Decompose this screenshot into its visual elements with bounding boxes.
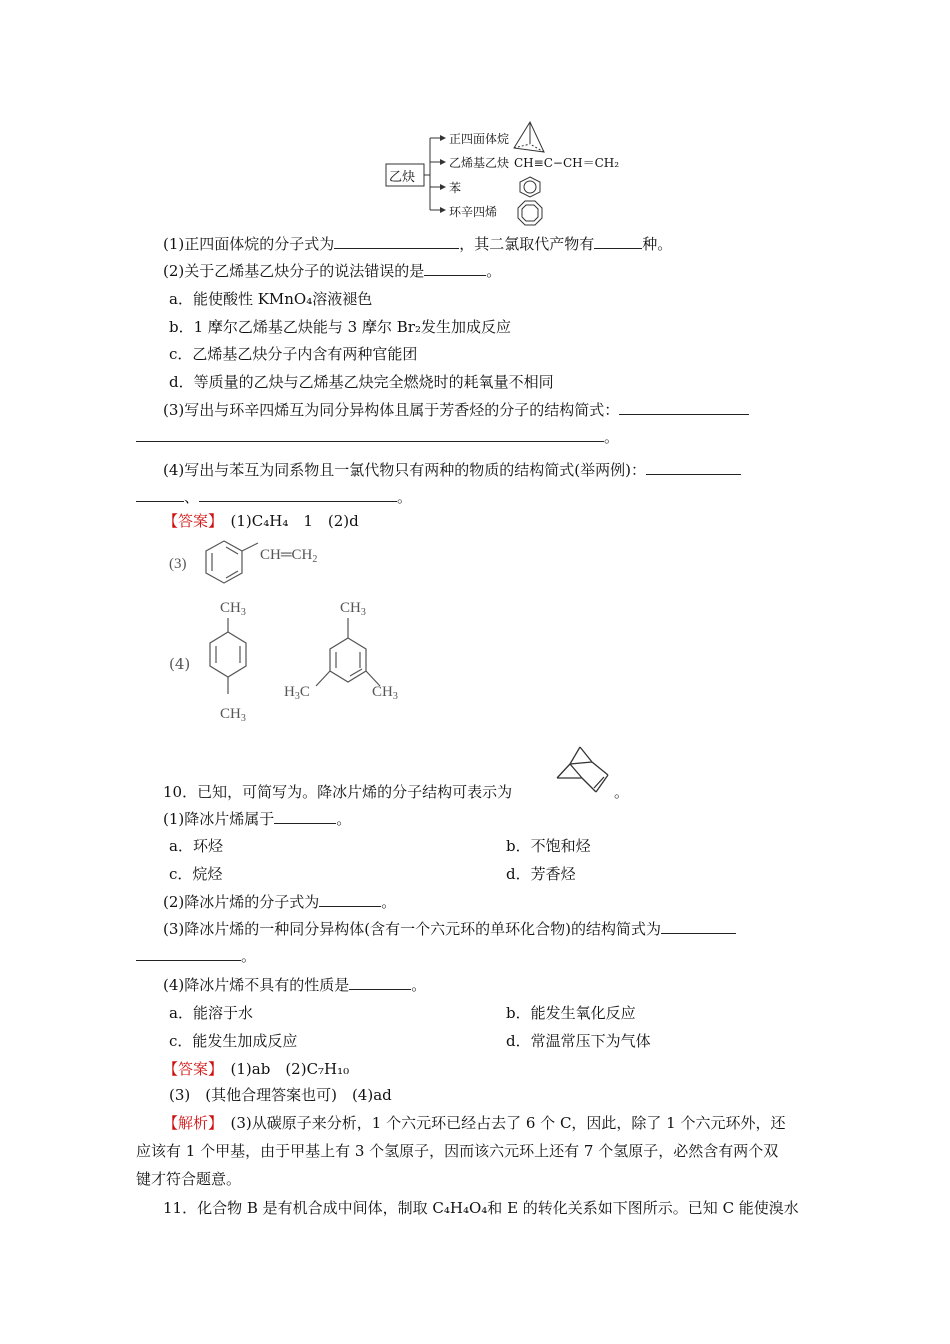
q9-answer4-label: (4) <box>169 655 191 673</box>
q9-part1: (1)正四面体烷的分子式为 ，其二氯取代产物有 种。 <box>163 235 673 253</box>
q10-part1: (1)降冰片烯属于 。 <box>163 810 352 828</box>
diagram-branch-vinylacetylene: 乙烯基乙炔 <box>449 156 510 170</box>
q10-analysis-line3: 键才符合题意。 <box>136 1170 242 1188</box>
styrene-vinyl-group: $CH═CH_2$ <box>260 547 318 565</box>
p-xylene-structure <box>200 618 260 710</box>
q9-part3: (3)写出与环辛四烯互为同分异构体且属于芳香烃的分子的结构简式： <box>163 400 749 420</box>
q9-option-b: b．1 摩尔乙烯基乙炔能与 3 摩尔 Br₂发生加成反应 <box>169 318 511 336</box>
q10-part3: (3)降冰片烯的一种同分异构体(含有一个六元环的单环化合物)的结构简式为 <box>163 919 736 939</box>
q10-p1-option-c: c．烷烃 <box>169 865 223 883</box>
q10-analysis-line1: 【解析】 (3)从碳原子来分析，1 个六元环已经占去了 6 个 C，因此，除了 1 个六元环外，还 <box>163 1114 786 1132</box>
q9-option-c: c．乙烯基乙炔分子内含有两种官能团 <box>169 345 418 363</box>
mesitylene-top-methyl: $CH_3$ <box>340 600 366 618</box>
q10-part3-cont: 。 <box>136 946 256 966</box>
q9-part4-cont: 、 。 <box>136 487 412 507</box>
answer-label: 【答案】 <box>163 512 216 530</box>
q10-stem-end: 。 <box>614 783 630 801</box>
q9-option-a: a．能使酸性 KMnO₄溶液褪色 <box>169 290 373 308</box>
q10-part2: (2)降冰片烯的分子式为 。 <box>163 893 397 911</box>
diagram-branch-cyclooctatetraene: 环辛四烯 <box>449 205 498 219</box>
q10-p4-option-d: d．常温常压下为气体 <box>506 1032 651 1050</box>
norbornene-structure <box>552 742 614 798</box>
pxylene-bottom-methyl: $CH_3$ <box>220 706 246 724</box>
vinylacetylene-formula: CH≡C−CH＝CH₂ <box>514 156 620 170</box>
q9-part4: (4)写出与苯互为同系物且一氯代物只有两种的物质的结构简式(举两例)： <box>163 460 741 480</box>
answer-label: 【答案】 <box>163 1060 216 1078</box>
q9-part3-cont: 。 <box>136 427 619 447</box>
q9-option-d: d．等质量的乙炔与乙烯基乙炔完全燃烧时的耗氧量不相同 <box>169 373 554 391</box>
q10-p1-option-d: d．芳香烃 <box>506 865 576 883</box>
q10-p4-option-a: a．能溶于水 <box>169 1004 253 1022</box>
q10-answer-cont: (3) (其他合理答案也可) (4)ad <box>169 1086 392 1104</box>
pxylene-top-methyl: $CH_3$ <box>220 600 246 618</box>
mesitylene-right-methyl: $CH_3$ <box>372 684 398 702</box>
diagram-branch-benzene: 苯 <box>449 181 462 195</box>
diagram-branch-tetrahedrane: 正四面体烷 <box>449 132 510 146</box>
analysis-label: 【解析】 <box>163 1114 216 1132</box>
mesitylene-left-methyl: $H_3C$ <box>284 684 310 702</box>
q10-stem: 10．已知，可简写为。降冰片烯的分子结构可表示为 <box>163 783 513 801</box>
q10-analysis-line2: 应该有 1 个甲基，由于甲基上有 3 个氢原子，因而该六元环上还有 7 个氢原子，必然含有两个双 <box>136 1142 779 1160</box>
q10-p4-option-b: b．能发生氧化反应 <box>506 1004 636 1022</box>
q10-p1-option-a: a．环烃 <box>169 837 223 855</box>
diagram-root-label: 乙炔 <box>389 170 416 185</box>
q10-p1-option-b: b．不饱和烃 <box>506 837 591 855</box>
q10-p4-option-c: c．能发生加成反应 <box>169 1032 298 1050</box>
q9-part2: (2)关于乙烯基乙炔分子的说法错误的是 。 <box>163 262 502 280</box>
q11-stem: 11．化合物 B 是有机合成中间体，制取 C₄H₄O₄和 E 的转化关系如下图所示。已知 C 能使溴水 <box>163 1199 799 1217</box>
acetylene-derivatives-diagram <box>380 120 640 230</box>
q10-part4: (4)降冰片烯不具有的性质是 。 <box>163 976 427 994</box>
q10-answer: 【答案】 (1)ab (2)C₇H₁₀ <box>163 1060 350 1078</box>
q9-answer: 【答案】 (1)C₄H₄ 1 (2)d <box>163 512 359 530</box>
q9-answer3-label: (3) <box>169 556 187 572</box>
